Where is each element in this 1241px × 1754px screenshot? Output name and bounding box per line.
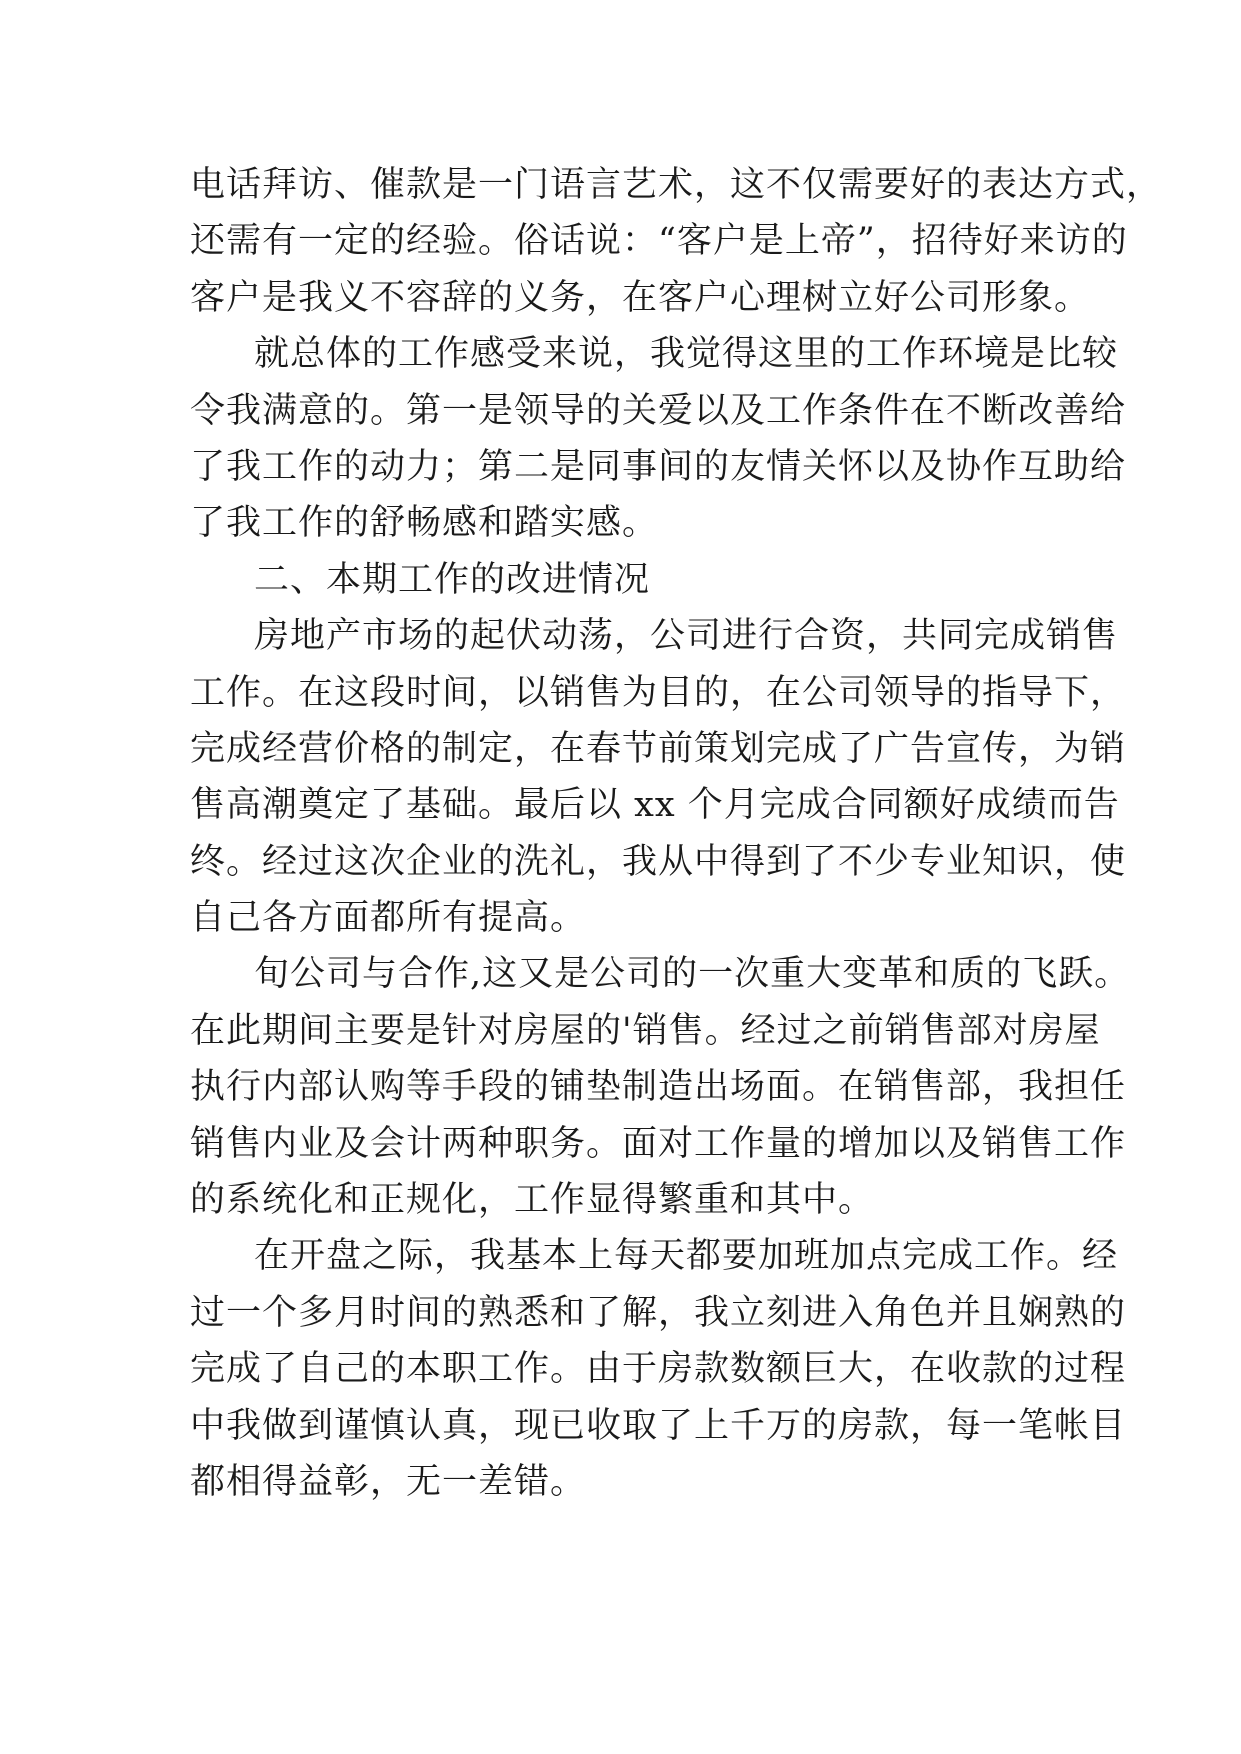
text-line: 电话拜访、催款是一门语言艺术，这不仅需要好的表达方式， bbox=[190, 165, 1163, 205]
text-line: 在此期间主要是针对房屋的'销售。经过之前销售部对房屋 bbox=[190, 1010, 1101, 1051]
text-line: 的系统化和正规化，工作显得繁重和其中。 bbox=[190, 1180, 875, 1221]
text-line: 中我做到谨慎认真，现已收取了上千万的房款，每一笔帐目 bbox=[190, 1405, 1127, 1446]
text-line: 终。经过这次企业的洗礼，我从中得到了不少专业知识，使 bbox=[190, 841, 1127, 882]
text-line: 售高潮奠定了基础。最后以 xx 个月完成合同额好成绩而告 bbox=[190, 785, 1120, 826]
paragraph-p2 bbox=[190, 326, 1127, 552]
text-line: 执行内部认购等手段的铺垫制造出场面。在销售部，我担任 bbox=[190, 1067, 1127, 1108]
text-line: 了我工作的动力；第二是同事间的友情关怀以及协作互助给 bbox=[190, 446, 1127, 487]
text-line: 工作。在这段时间，以销售为目的，在公司领导的指导下， bbox=[190, 672, 1127, 713]
paragraph-p4 bbox=[190, 608, 1127, 946]
text-line: 客户是我义不容辞的义务，在客户心理树立好公司形象。 bbox=[190, 277, 1091, 318]
text-line: 了我工作的舒畅感和踏实感。 bbox=[190, 503, 659, 544]
document-body bbox=[190, 157, 1163, 1510]
text-line: 完成经营价格的制定，在春节前策划完成了广告宣传，为销 bbox=[190, 728, 1127, 769]
text-line: 在开盘之际，我基本上每天都要加班加点完成工作。经 bbox=[254, 1236, 1119, 1277]
text-line: 旬公司与合作,这又是公司的一次重大变革和质的飞跃。 bbox=[254, 954, 1131, 995]
paragraph-p1 bbox=[190, 157, 1163, 326]
text-line: 完成了自己的本职工作。由于房款数额巨大，在收款的过程 bbox=[190, 1349, 1127, 1390]
text-line: 都相得益彰，无一差错。 bbox=[190, 1461, 587, 1502]
text-line: 二、本期工作的改进情况 bbox=[254, 559, 651, 600]
text-line: 过一个多月时间的熟悉和了解，我立刻进入角色并且娴熟的 bbox=[190, 1292, 1127, 1333]
text-line: 销售内业及会计两种职务。面对工作量的增加以及销售工作 bbox=[190, 1123, 1127, 1164]
text-line: 自己各方面都所有提高。 bbox=[190, 898, 587, 939]
paragraph-p6 bbox=[190, 1228, 1127, 1510]
paragraph-p3 bbox=[190, 552, 1050, 608]
text-line: 还需有一定的经验。俗话说：“客户是上帝”，招待好来访的 bbox=[190, 221, 1128, 262]
text-line: 令我满意的。第一是领导的关爱以及工作条件在不断改善给 bbox=[190, 390, 1127, 431]
paragraph-p5 bbox=[190, 946, 1131, 1228]
text-line: 就总体的工作感受来说，我觉得这里的工作环境是比较 bbox=[254, 334, 1119, 375]
text-line: 房地产市场的起伏动荡，公司进行合资，共同完成销售 bbox=[254, 616, 1119, 657]
